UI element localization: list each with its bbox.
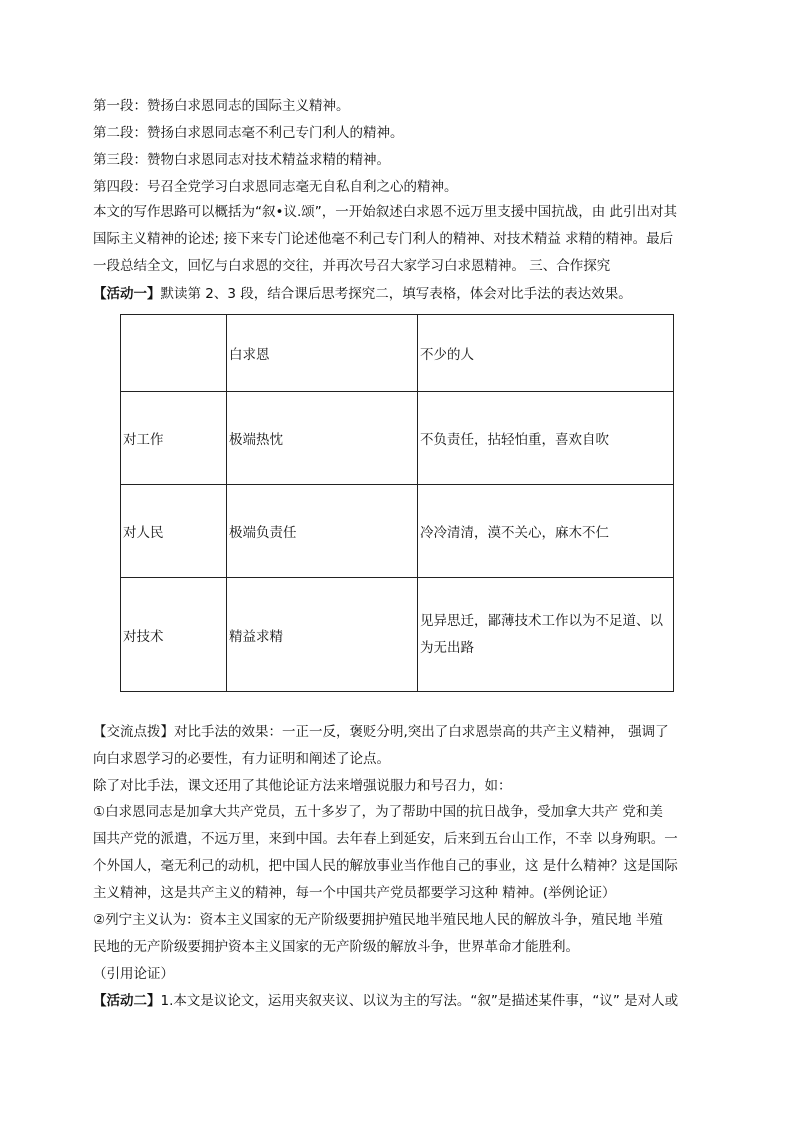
row-label-work: 对工作 — [121, 392, 227, 485]
activity-1-instruction — [93, 284, 713, 304]
bethune-technique: 精益求精 — [227, 578, 418, 692]
other-methods-intro: 除了对比手法，课文还用了其他论证方法来增强说服力和号召力，如： — [93, 778, 512, 794]
others-people: 冷冷清清，漠不关心，麻木不仁 — [418, 485, 674, 578]
example-1-line-3: 个外国人，毫无利己的动机，把中国人民的解放事业当作他自己的事业，这 是什么精神？这是国际 — [93, 858, 678, 874]
bethune-work: 极端热忱 — [227, 392, 418, 485]
paragraph-3-summary: 第三段：赞物白求恩同志对技术精益求精的精神。 — [93, 152, 390, 168]
activity-1-tag: 【活动一】 — [93, 286, 161, 302]
header-cell-bethune: 白求恩 — [227, 315, 418, 392]
writing-approach-line-3: 一段总结全文，回忆与白求恩的交往，并再次号召大家学习白求恩精神。 三、合作探究 — [93, 258, 611, 274]
paragraph-4-summary: 第四段：号召全党学习白求恩同志毫无自私自利之心的精神。 — [93, 179, 458, 195]
activity-1-text: 默读第 2、3 段，结合课后思考探究二，填写表格，体会对比手法的表达效果。 — [160, 286, 632, 302]
example-1-line-2: 国共产党的派遣，不远万里，来到中国。去年春上到延安，后来到五台山工作，不幸 以身殉职。一 — [93, 831, 678, 847]
activity-2-instruction — [93, 991, 713, 1011]
writing-approach-line-1: 本文的写作思路可以概括为“叙•议.颂”，一开始叙述白求恩不远万里支援中国抗战，由 此引出对其 — [93, 204, 678, 220]
example-1-line-1: ①白求恩同志是加拿大共产党员，五十多岁了，为了帮助中国的抗日战争，受加拿大共产 党和美 — [93, 804, 663, 820]
paragraph-1-summary: 第一段：赞扬白求恩同志的国际主义精神。 — [93, 98, 350, 114]
table-header-row — [121, 315, 674, 392]
table-row — [121, 392, 674, 485]
exchange-line-1: 【交流点拨】对比手法的效果：一正一反，褒贬分明,突出了白求恩崇高的共产主义精神， 强调了 — [93, 724, 669, 740]
others-technique: 见异思迁，鄙薄技术工作以为不足道、以为无出路 — [418, 578, 674, 692]
activity-2-tag: 【活动二】 — [93, 993, 161, 1009]
exchange-line-2: 向白求恩学习的必要性，有力证明和阐述了论点。 — [93, 751, 390, 767]
activity-2-text: 1.本文是议论文，运用夹叙夹议、以议为主的写法。“叙”是描述某件事，“议” 是对人或 — [160, 993, 679, 1009]
row-label-people: 对人民 — [121, 485, 227, 578]
example-2-line-3: （引用论证） — [93, 966, 174, 982]
table-row — [121, 578, 674, 692]
header-cell-empty — [121, 315, 227, 392]
others-work: 不负责任，拈轻怕重，喜欢自吹 — [418, 392, 674, 485]
writing-approach-line-2: 国际主义精神的论述; 接下来专门论述他毫不利己专门利人的精神、对技术精益 求精的精神。最后 — [93, 231, 674, 247]
comparison-table — [120, 314, 674, 692]
bethune-people: 极端负责任 — [227, 485, 418, 578]
paragraph-2-summary: 第二段：赞扬白求恩同志毫不利己专门利人的精神。 — [93, 125, 404, 141]
example-1-line-4: 主义精神，这是共产主义的精神，每一个中国共产党员都要学习这种 精神。(举例论证） — [93, 885, 616, 901]
table-row — [121, 485, 674, 578]
example-2-line-2: 民地的无产阶级要拥护资本主义国家的无产阶级的解放斗争，世界革命才能胜利。 — [93, 939, 579, 955]
row-label-technique: 对技术 — [121, 578, 227, 692]
example-2-line-1: ②列宁主义认为：资本主义国家的无产阶级要拥护殖民地半殖民地人民的解放斗争，殖民地 半殖 — [93, 912, 663, 928]
header-cell-others: 不少的人 — [418, 315, 674, 392]
